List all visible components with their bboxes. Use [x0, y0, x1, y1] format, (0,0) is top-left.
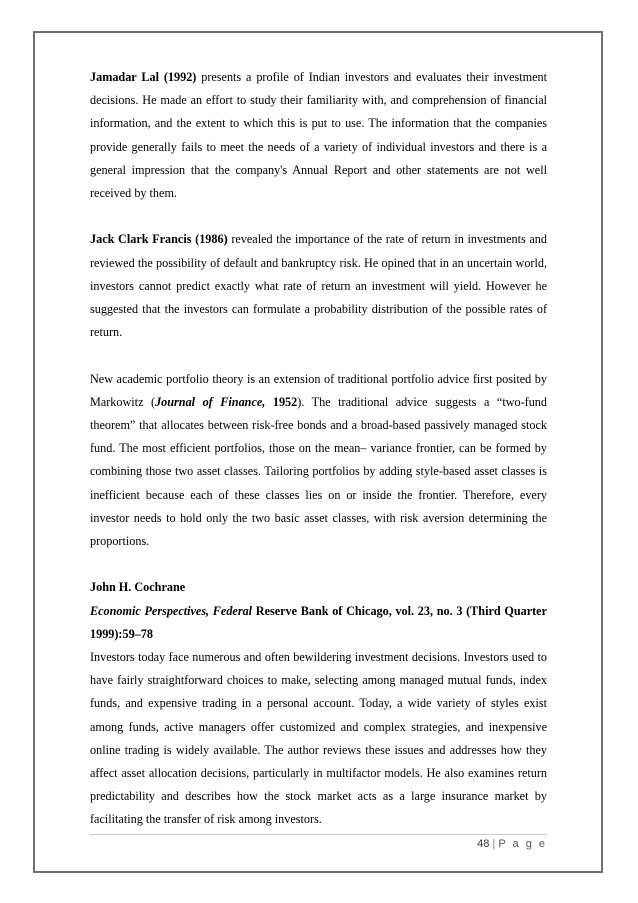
page-number: 48 [477, 838, 490, 850]
author-citation: Jack Clark Francis (1986) [90, 232, 228, 247]
journal-year: 1952 [265, 394, 298, 409]
author-citation: Jamadar Lal (1992) [90, 70, 197, 84]
paragraph-francis [90, 228, 547, 344]
journal-name: Journal of Finance, [155, 394, 266, 409]
paragraph-text: revealed the importance of the rate of return in investments and reviewed the possibility of default and bankruptcy risk. He opined that in an uncertain world, investors cannot predict exactly what rate of return an investment will yield. However he suggested that the investors can formulate a probability distribution of the possible rates of return. [90, 232, 547, 340]
source-details: Reserve Bank of Chicago, vol. 23, no. 3 (Third Quarter 1999):59–78 [90, 603, 547, 641]
footer-separator: | [492, 838, 496, 850]
footer-divider [90, 834, 547, 835]
reference-heading [90, 576, 547, 599]
paragraph-text: New academic portfolio theory is an extension of traditional portfolio advice first posited by Markowitz ( [90, 371, 547, 409]
paragraph-portfolio-theory [90, 368, 547, 554]
paragraph-text: Investors today face numerous and often bewildering investment decisions. Investors used to have fairly straightforward choices to make, selecting among managed mutual funds, index funds, and expensive trading in a personal account. Today, a wide variety of styles exist among funds, active managers offer customized and complex strategies, and inexpensive online trading is widely available. The author reviews these issues and addresses how they affect asset allocation decisions, particularly in multifactor models. He also examines return predictability and describes how the stock market acts as a large insurance market by facilitating the transfer of risk among investors. [90, 650, 547, 827]
author-name: John H. Cochrane [90, 580, 186, 595]
document-body [90, 66, 547, 832]
page-footer [400, 838, 547, 850]
paragraph-text: presents a profile of Indian investors and evaluates their investment decisions. He made an effort to study their familiarity with, and comprehension of financial information, and the extent to which this is put to use. The information that the companies provide generally fails to meet the needs of a variety of individual investors and there is a general impression that the company's Annual Report and other statements are not well received by them. [90, 70, 547, 201]
page-label: P a g e [498, 838, 547, 850]
paragraph-text: ). The traditional advice suggests a “two-fund theorem” that allocates between risk-free bonds and a broad-based passively managed stock fund. The most efficient portfolios, those on the mean– variance frontier, can be formed by combining those two asset classes. Tailoring portfolios by adding style-based asset classes is inefficient because each of these classes lies on or inside the frontier. Therefore, every investor needs to hold only the two basic asset classes, with risk aversion determining the proportions. [90, 394, 547, 549]
reference-source [90, 600, 547, 646]
paragraph-cochrane [90, 646, 547, 832]
paragraph-jamadar-lal [90, 66, 547, 205]
source-journal: Economic Perspectives, Federal [90, 603, 253, 618]
